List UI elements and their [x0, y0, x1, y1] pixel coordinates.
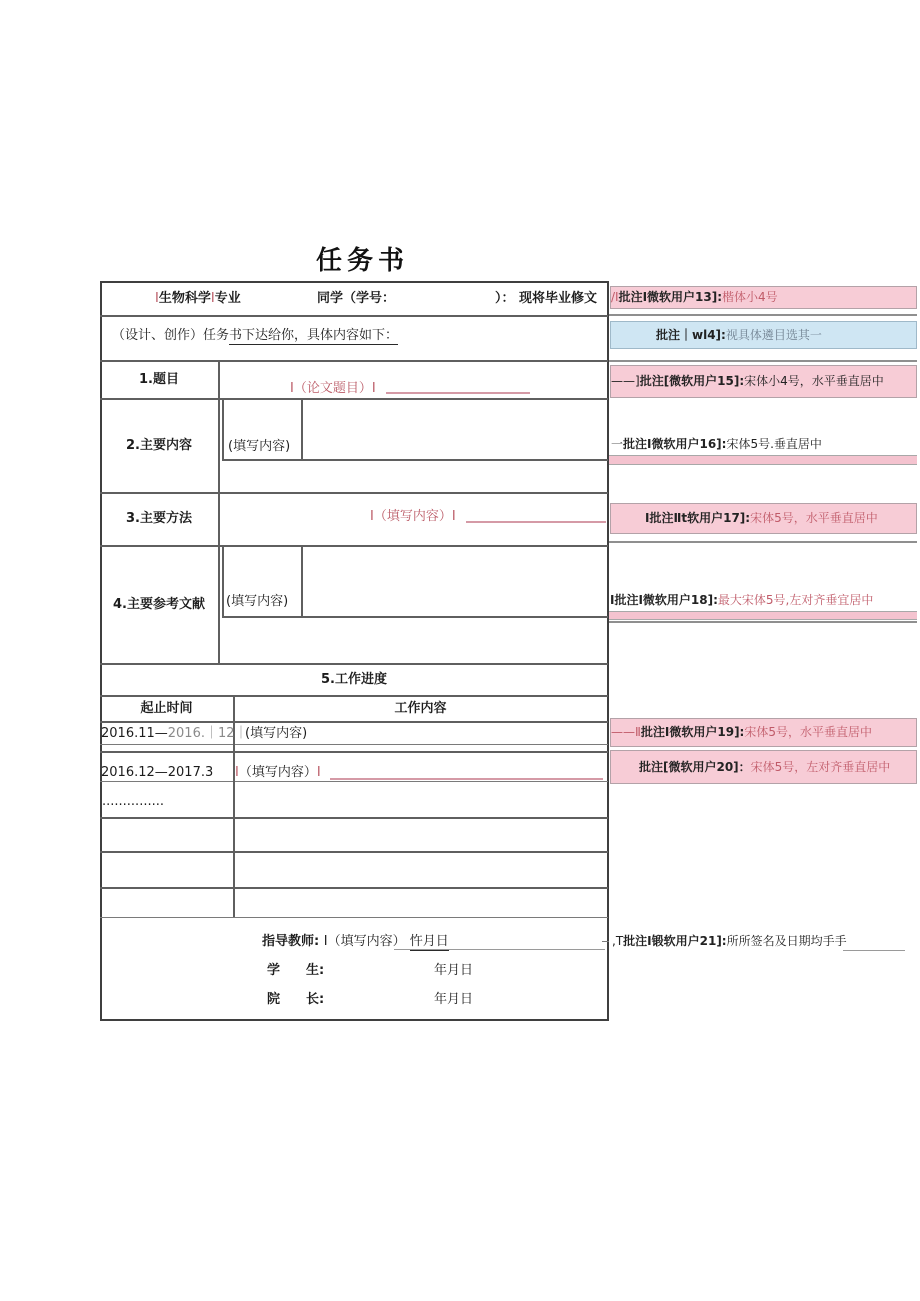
schedule-row-time: ...............	[102, 794, 164, 809]
dean-signature-date: 年月日	[434, 992, 474, 1007]
comment-author-label: 批注Ⅰ微软用户18]:	[614, 593, 718, 607]
comment-text: 宋体5号，水平垂直居中	[750, 511, 878, 525]
table-border-line	[222, 616, 608, 618]
comment-prefix: ——Ⅱ	[611, 725, 641, 739]
advisor-date: 忤月日	[409, 934, 449, 949]
row-label-references: 4.主要参考文献	[113, 596, 205, 612]
schedule-time-gray: 2016.｜12｜	[167, 726, 248, 741]
comment-separator-line	[609, 360, 917, 362]
comment-prefix: /Ⅰ	[611, 290, 619, 304]
intro-lead: （设计、创作）任务	[112, 328, 230, 343]
thesis-title-field[interactable]	[290, 380, 376, 397]
table-border-line	[222, 459, 608, 461]
schedule-header-content: 工作内容	[394, 700, 447, 716]
comment-line	[611, 328, 822, 343]
row-label-main-content: 2.主要内容	[126, 437, 192, 453]
comment-anchor-mark: Ⅰ	[451, 509, 456, 524]
comment-highlight-strip	[609, 455, 917, 465]
comment-bubble-15[interactable]	[610, 365, 917, 398]
row-label-main-method: 3.主要方法	[126, 511, 192, 526]
dean-signature-label: 院 长:	[267, 992, 325, 1007]
comment-text: 楷体小4号	[722, 290, 778, 304]
major-suffix: 专业	[214, 291, 241, 306]
comment-text: 所所签名及日期均手手	[726, 934, 847, 948]
table-border-line	[100, 851, 608, 853]
comment-prefix: ,T	[612, 934, 624, 948]
schedule-row-time: 2016.12—2017.3	[101, 765, 214, 780]
header-tail-text: ）： 现将毕业修文	[495, 291, 598, 306]
comment-text: 宋体5号，左对齐垂直居中	[750, 759, 891, 774]
comment-separator-line	[609, 541, 917, 543]
table-border-line	[100, 721, 608, 723]
comment-author-label: 批注｜wl4]:	[656, 327, 726, 342]
comment-line	[611, 511, 878, 526]
student-signature-date: 年月日	[434, 963, 474, 978]
major-name: 生物科学	[158, 291, 211, 306]
comment-prefix: 一	[611, 437, 624, 451]
comment-prefix: ——]	[611, 374, 640, 388]
schedule-content-placeholder: （填写内容）	[238, 765, 317, 780]
comment-bubble-17[interactable]	[610, 503, 917, 534]
signature-blank-line[interactable]	[394, 949, 605, 950]
schedule-row-time	[101, 725, 248, 742]
schedule-content-fill[interactable]: (填写内容)	[245, 726, 308, 741]
comment-text: 宋体5号，水平垂直居中	[744, 725, 872, 739]
comment-separator-line	[609, 314, 917, 316]
comment-bubble-14[interactable]	[610, 321, 917, 349]
comment-anchor-mark: Ⅰ	[323, 934, 328, 949]
comment-anchor-mark: Ⅰ	[290, 381, 294, 396]
row-label-title: 1.题目	[139, 371, 179, 387]
document-title: 任务书	[316, 246, 410, 276]
table-border-line	[301, 398, 303, 460]
comment-separator-line	[609, 621, 917, 623]
comment-bubble-18[interactable]	[610, 593, 873, 608]
table-border-line	[100, 817, 608, 819]
comment-anchor-mark: Ⅰ	[371, 381, 376, 396]
comment-text: 视具体遴目选其一	[725, 327, 822, 342]
comment-underline-extension	[843, 950, 905, 951]
advisor-label: 指导教师:	[262, 934, 324, 949]
comment-prefix: Ⅰ	[610, 593, 615, 607]
comment-author-label: 批注Ⅰ微软用户19]:	[640, 725, 745, 739]
table-border-line	[100, 781, 608, 782]
comment-text: 宋体小4号，水平垂直居中	[744, 374, 884, 388]
comment-anchor-line	[602, 941, 609, 942]
major-line	[155, 290, 241, 307]
comment-line	[611, 760, 890, 775]
comment-author-label: 批注[微软用户15]:	[639, 374, 745, 388]
comment-anchor-mark: Ⅰ	[370, 509, 374, 524]
table-border-line	[100, 751, 608, 753]
student-signature-label: 学 生:	[267, 963, 325, 978]
fill-in-blank-line[interactable]	[330, 778, 603, 780]
thesis-title-placeholder: （论文题目）	[293, 381, 372, 396]
schedule-header-time: 起止时间	[140, 700, 193, 716]
intro-underlined: 书下达给你，具体内容如下：	[229, 328, 399, 343]
table-border-line	[100, 315, 608, 317]
table-border-line	[222, 545, 224, 618]
comment-author-label: 批注Ⅰ微软用户13]:	[618, 290, 723, 304]
progress-section-title: 5.工作进度	[321, 671, 387, 687]
comment-anchor-mark: Ⅰ	[155, 291, 159, 306]
schedule-time-black: 2016.11—	[101, 726, 168, 741]
main-content-fill-cell[interactable]: (填写内容)	[228, 439, 291, 454]
intro-line	[112, 327, 398, 344]
table-border-line	[222, 398, 224, 460]
comment-text: 最大宋体5号,左对齐垂宜居中	[717, 593, 874, 607]
comment-bubble-13[interactable]	[610, 286, 917, 309]
comment-bubble-20[interactable]	[610, 750, 917, 784]
comment-bubble-19[interactable]	[610, 718, 917, 747]
comment-author-label: 批注Ⅰ锻软用户21]:	[623, 934, 727, 948]
comment-author-label: 批注[微软用户20]：	[639, 759, 751, 774]
table-border-line	[218, 360, 220, 663]
table-border-line	[100, 744, 608, 745]
references-fill-cell[interactable]: (填写内容)	[226, 594, 289, 609]
schedule-content-field[interactable]	[235, 764, 321, 781]
fill-in-blank-line[interactable]	[466, 521, 606, 523]
comment-anchor-mark: Ⅰ	[235, 765, 239, 780]
fill-in-blank-line[interactable]	[386, 392, 530, 394]
advisor-fill[interactable]: （填写内容）	[327, 934, 406, 949]
main-method-placeholder: （填写内容）	[373, 509, 452, 524]
student-number-label: 同学（学号：	[317, 291, 396, 306]
comment-anchor-mark: Ⅰ	[210, 291, 215, 306]
table-border-line	[100, 917, 608, 918]
comment-author-label: 批注Ⅱt软用户17]:	[649, 511, 751, 525]
table-border-line	[301, 545, 303, 618]
comment-anchor-mark: Ⅰ	[316, 765, 321, 780]
table-border-line	[100, 887, 608, 889]
comment-text: 宋体5号.垂直居中	[726, 437, 822, 451]
comment-highlight-strip	[609, 611, 917, 620]
comment-bubble-16[interactable]	[611, 437, 822, 452]
comment-bubble-21[interactable]	[612, 934, 847, 949]
advisor-signature-line	[262, 933, 449, 950]
main-method-field[interactable]	[370, 508, 456, 525]
comment-prefix: Ⅰ	[645, 511, 650, 525]
comment-author-label: 批注Ⅰ微软用户16]:	[623, 437, 727, 451]
